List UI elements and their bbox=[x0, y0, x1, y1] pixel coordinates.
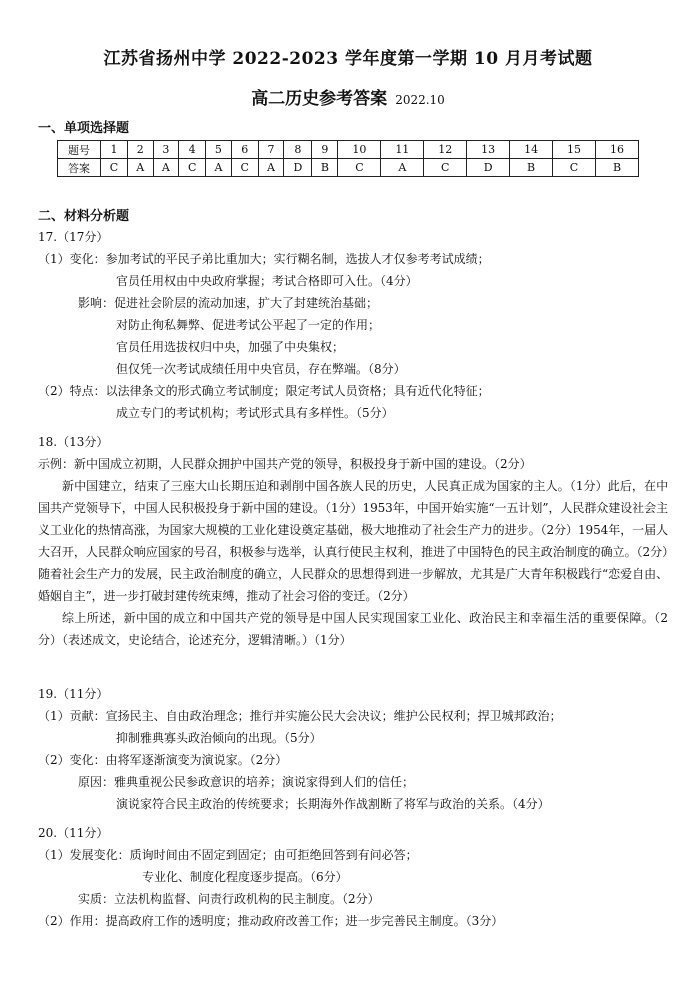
answer-line: 官员任用权由中央政府掌握；考试合格即可入仕。（4分） bbox=[116, 274, 418, 288]
answer-line: 抑制雅典寡头政治倾向的出现。（5分） bbox=[116, 731, 322, 745]
table-cell: 2 bbox=[127, 141, 153, 159]
table-cell: B bbox=[595, 159, 638, 177]
table-cell: 7 bbox=[258, 141, 284, 159]
table-row-answers bbox=[58, 159, 639, 177]
table-cell: 14 bbox=[510, 141, 553, 159]
table-cell: C bbox=[179, 159, 206, 177]
answer-line: 但仅凭一次考试成绩任用中央官员，存在弊端。（8分） bbox=[116, 362, 406, 376]
table-cell: A bbox=[381, 159, 424, 177]
section-heading-choice: 一、单项选择题 bbox=[38, 121, 130, 136]
question-17 bbox=[38, 226, 668, 424]
table-cell: 5 bbox=[206, 141, 232, 159]
table-cell: 11 bbox=[381, 141, 424, 159]
answer-line: 原因：雅典重视公民参政意识的培养；演说家得到人们的信任； bbox=[78, 775, 415, 789]
document-subtitle bbox=[0, 84, 696, 109]
table-cell: 4 bbox=[179, 141, 206, 159]
answer-line: 对防止徇私舞弊、促进考试公平起了一定的作用； bbox=[116, 318, 381, 332]
table-cell: B bbox=[510, 159, 553, 177]
table-cell: 8 bbox=[284, 141, 312, 159]
row-label-number: 题号 bbox=[58, 141, 101, 159]
table-cell: 10 bbox=[338, 141, 381, 159]
answer-line: 演说家符合民主政治的传统要求；长期海外作战割断了将军与政治的关系。（4分） bbox=[116, 797, 550, 811]
table-cell: C bbox=[231, 159, 258, 177]
answer-line: （1）变化：参加考试的平民子弟比重加大；实行糊名制，选拔人才仅参考考试成绩； bbox=[38, 252, 490, 266]
answer-line: 专业化、制度化程度逐步提高。（6分） bbox=[142, 870, 348, 884]
table-cell: C bbox=[338, 159, 381, 177]
table-cell: 1 bbox=[101, 141, 128, 159]
answer-line: 成立专门的考试机构；考试形式具有多样性。（5分） bbox=[116, 406, 394, 420]
section-heading-analysis: 二、材料分析题 bbox=[38, 209, 130, 224]
answer-line: （2）特点：以法律条文的形式确立考试制度；限定考试人员资格；具有近代化特征； bbox=[38, 384, 490, 398]
table-cell: A bbox=[258, 159, 284, 177]
table-cell: D bbox=[467, 159, 510, 177]
answer-line: （2）作用：提高政府工作的透明度；推动政府改善工作；进一步完善民主制度。（3分） bbox=[38, 914, 504, 928]
table-cell: 12 bbox=[424, 141, 467, 159]
table-cell: A bbox=[206, 159, 232, 177]
document-title: 江苏省扬州中学 2022-2023 学年度第一学期 10 月月考试题 bbox=[103, 49, 593, 69]
table-cell: D bbox=[284, 159, 312, 177]
table-cell: C bbox=[424, 159, 467, 177]
table-cell: A bbox=[127, 159, 153, 177]
answer-paragraph: 综上所述，新中国的成立和中国共产党的领导是中国人民实现国家工业化、政治民主和幸福生活的重要保障。（2分）（表述成文，史论结合，论述充分，逻辑清晰。）（1分） bbox=[38, 611, 668, 647]
table-row-numbers bbox=[58, 141, 639, 159]
answer-line: （2）变化：由将军逐渐演变为演说家。（2分） bbox=[38, 753, 288, 767]
question-head: 19.（11分） bbox=[38, 687, 109, 701]
question-19 bbox=[38, 683, 668, 815]
table-cell: 13 bbox=[467, 141, 510, 159]
answer-example: 示例：新中国成立初期，人民群众拥护中国共产党的领导，积极投身于新中国的建设。（2分） bbox=[38, 457, 532, 471]
table-cell: C bbox=[553, 159, 596, 177]
answer-line: （1）贡献：宣扬民主、自由政治理念；推行并实施公民大会决议；维护公民权利；捍卫城邦政治； bbox=[38, 709, 562, 723]
table-cell: A bbox=[153, 159, 179, 177]
answer-table bbox=[57, 140, 639, 177]
answer-line: 实质：立法机构监督、问责行政机构的民主制度。（2分） bbox=[78, 892, 380, 906]
question-20 bbox=[38, 822, 668, 932]
question-18 bbox=[38, 431, 668, 651]
table-cell: 9 bbox=[312, 141, 338, 159]
question-head: 17.（17分） bbox=[38, 230, 109, 244]
table-cell: 16 bbox=[595, 141, 638, 159]
table-cell: 3 bbox=[153, 141, 179, 159]
answer-paragraph: 新中国建立，结束了三座大山长期压迫和剥削中国各族人民的历史，人民真正成为国家的主人。（1分）此后，在中国共产党领导下，中国人民积极投身于新中国的建设。（1分）1953年，中国开始实施“一五计划”，人民群众建设社会主义工业化的热情高涨，为国家大规模的工业化建设奠定基础，极大地推动了社会生产力的进步。（2分）1954年，一届人大召开，人民群众响应国家的号召，积极参与选举，认真行使民主权利，推进了中国特色的民主政治制度的确立。（2分）随着社会生产力的发展，民主政治制度的确立，人民群众的思想得到进一步解放，尤其是广大青年积极践行“恋爱自由、婚姻自主”，进一步打破封建传统束缚，推动了社会习俗的变迁。（2分） bbox=[38, 479, 668, 603]
row-label-answer: 答案 bbox=[58, 159, 101, 177]
subtitle-text: 高二历史参考答案 bbox=[251, 89, 388, 109]
table-cell: 15 bbox=[553, 141, 596, 159]
table-cell: B bbox=[312, 159, 338, 177]
document-date: 2022.10 bbox=[395, 93, 445, 107]
question-head: 18.（13分） bbox=[38, 435, 109, 449]
table-cell: 6 bbox=[231, 141, 258, 159]
answer-line: 官员任用选拔权归中央，加强了中央集权； bbox=[116, 340, 345, 354]
answer-line: （1）发展变化：质询时间由不固定到固定；由可拒绝回答到有问必答； bbox=[38, 848, 418, 862]
question-head: 20.（11分） bbox=[38, 826, 109, 840]
answer-line: 影响：促进社会阶层的流动加速，扩大了封建统治基础； bbox=[78, 296, 379, 310]
table-cell: C bbox=[101, 159, 128, 177]
